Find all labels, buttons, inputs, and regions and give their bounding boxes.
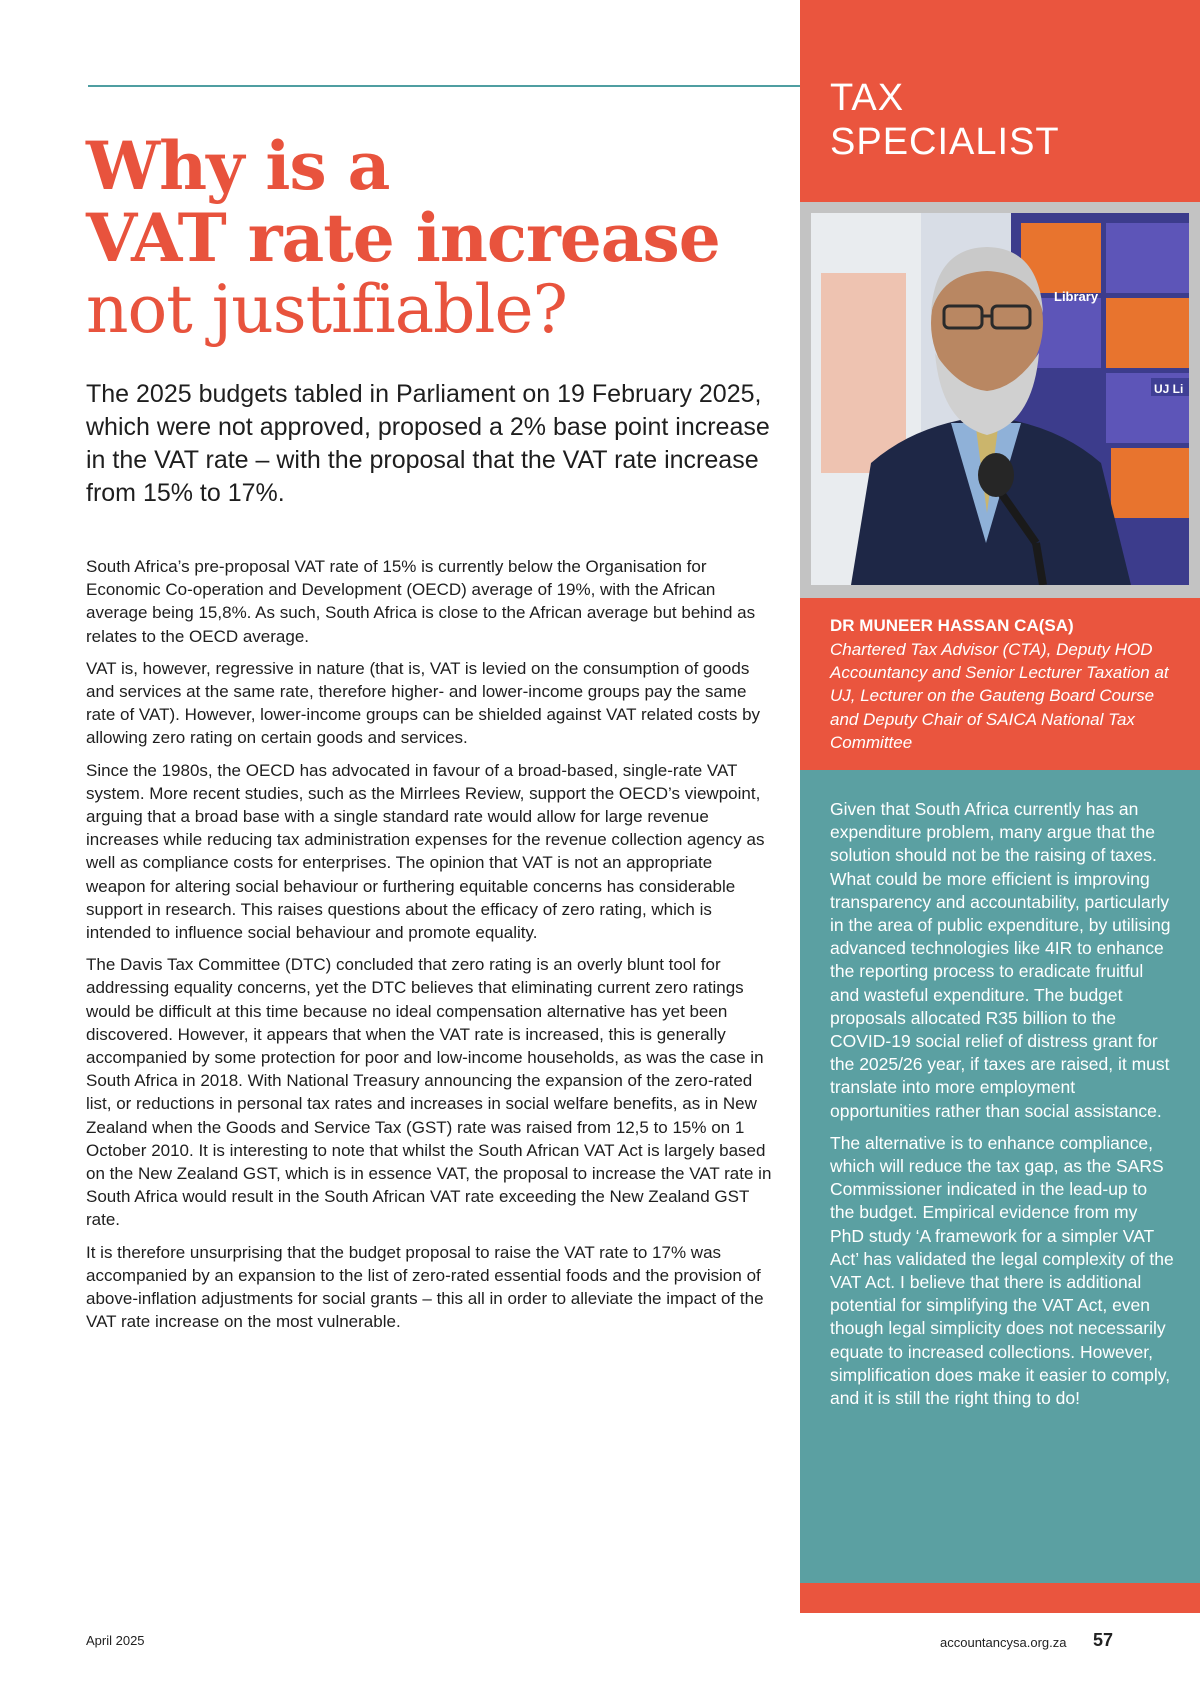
- sidebar: [800, 0, 1200, 1613]
- sidebar-footer-bar: [800, 1583, 1200, 1613]
- author-bio: [800, 598, 1200, 770]
- body-paragraph: Since the 1980s, the OECD has advocated in favour of a broad-based, single-rate VAT system. More recent studies, such as the Mirrlees Review, support the OECD’s viewpoint, arguing that a broad base with a single standard rate would allow for large revenue increases while reducing tax administration expenses for the revenue collection agency as well as compliance costs for enterprises. The opinion that VAT is not an appropriate weapon for altering social behaviour or furthering equitable concerns has considerable support in research. This raises questions about the efficacy of zero rating, which is intended to influence social behaviour and promote equality.: [86, 760, 765, 943]
- banner-text: Library: [1054, 289, 1099, 304]
- body-paragraph: South Africa’s pre-proposal VAT rate of 15% is currently below the Organisation for Economic Co-operation and Development (OECD) average of 19%, with the African average being 15,8%. As such, South Africa is close to the African average but behind as relates to the OECD average.: [86, 557, 756, 646]
- body-paragraph: VAT is, however, regressive in nature (that is, VAT is levied on the consumption of goods and services at the same rate, therefore higher- and lower-income groups pay the same rate of VAT). However, lower-income groups can be shielded against VAT related costs by allowing zero rating on certain goods and services.: [86, 658, 761, 748]
- website-link[interactable]: accountancysa.org.za: [940, 1635, 1067, 1650]
- author-photo: [811, 213, 1189, 585]
- page-number: 57: [1093, 1630, 1114, 1650]
- headline-line-2: VAT rate increase: [86, 199, 720, 277]
- pull-quote-panel: [800, 770, 1200, 1583]
- article-intro: The 2025 budgets tabled in Parliament on 19 February 2025, which were not approved, proposed a 2% base point increase in the VAT rate – with the proposal that the VAT rate increase from 15% to 17%.: [86, 380, 770, 507]
- sidebar-title-line-1: TAX: [830, 77, 905, 119]
- article-headline: [86, 127, 786, 348]
- headline-line-1: Why is a: [86, 127, 390, 205]
- author-photo-frame: [800, 202, 1200, 598]
- body-paragraph: The Davis Tax Committee (DTC) concluded that zero rating is an overly blunt tool for addressing equality concerns, yet the DTC believes that eliminating current zero ratings would be difficult at this time because no ideal compensation alternative has yet been discovered. However, it appears that when the VAT rate is increased, this is generally accompanied by some protection for poor and low-income households, as was the case in South Africa in 2018. With National Treasury announcing the expansion of the zero-rated list, or reductions in personal tax rates and increases in social welfare benefits, as in New Zealand when the Goods and Service Tax (GST) rate was raised from 12,5 to 15% on 1 October 2010. It is interesting to note that whilst the South African VAT Act is largely based on the New Zealand GST, which is in essence VAT, the proposal to increase the VAT rate in South Africa would result in the South African VAT rate exceeding the New Zealand GST rate.: [86, 955, 772, 1230]
- issue-date: April 2025: [86, 1633, 145, 1648]
- pull-quote-text: [830, 798, 1175, 1419]
- author-role: Chartered Tax Advisor (CTA), Deputy HOD Accountancy and Senior Lecturer Taxation at UJ, Lecturer on the Gauteng Board Course and Deputy Chair of SAICA National Tax Committee: [830, 640, 1169, 752]
- body-paragraph: It is therefore unsurprising that the budget proposal to raise the VAT rate to 17% was accompanied by an expansion to the list of zero-rated essential foods and the provision of above-inflation adjustments for social grants – this all in order to alleviate the impact of the VAT rate increase on the most vulnerable.: [86, 1242, 764, 1332]
- sidebar-title: [830, 76, 1060, 164]
- article-body: [86, 555, 776, 1343]
- sidebar-title-line-2: SPECIALIST: [830, 121, 1060, 163]
- top-divider: [88, 85, 800, 87]
- sidebar-header: [800, 0, 1200, 202]
- quote-paragraph: The alternative is to enhance compliance, which will reduce the tax gap, as the SARS Commissioner indicated in the lead-up to the budget. Empirical evidence from my PhD study ‘A framework for a simpler VAT Act’ has validated the legal complexity of the VAT Act. I believe that there is additional potential for simplifying the VAT Act, even though legal simplicity does not necessarily equate to increased collections. However, simplification does make it easier to comply, and it is still the right thing to do!: [830, 1132, 1174, 1409]
- author-name: DR MUNEER HASSAN CA(SA): [830, 616, 1074, 635]
- headline-line-3: not justifiable?: [86, 271, 567, 348]
- quote-paragraph: Given that South Africa currently has an expenditure problem, many argue that the solution should not be the raising of taxes. What could be more efficient is improving transparency and accountability, particularly in the area of public expenditure, by utilising advanced technologies like 4IR to enhance the reporting process to eradicate fruitful and wasteful expenditure. The budget proposals allocated R35 billion to the COVID-19 social relief of distress grant for the 2025/26 year, if taxes are raised, it must translate into more employment opportunities rather than social assistance.: [830, 799, 1171, 1121]
- banner-text: UJ Li: [1154, 382, 1184, 396]
